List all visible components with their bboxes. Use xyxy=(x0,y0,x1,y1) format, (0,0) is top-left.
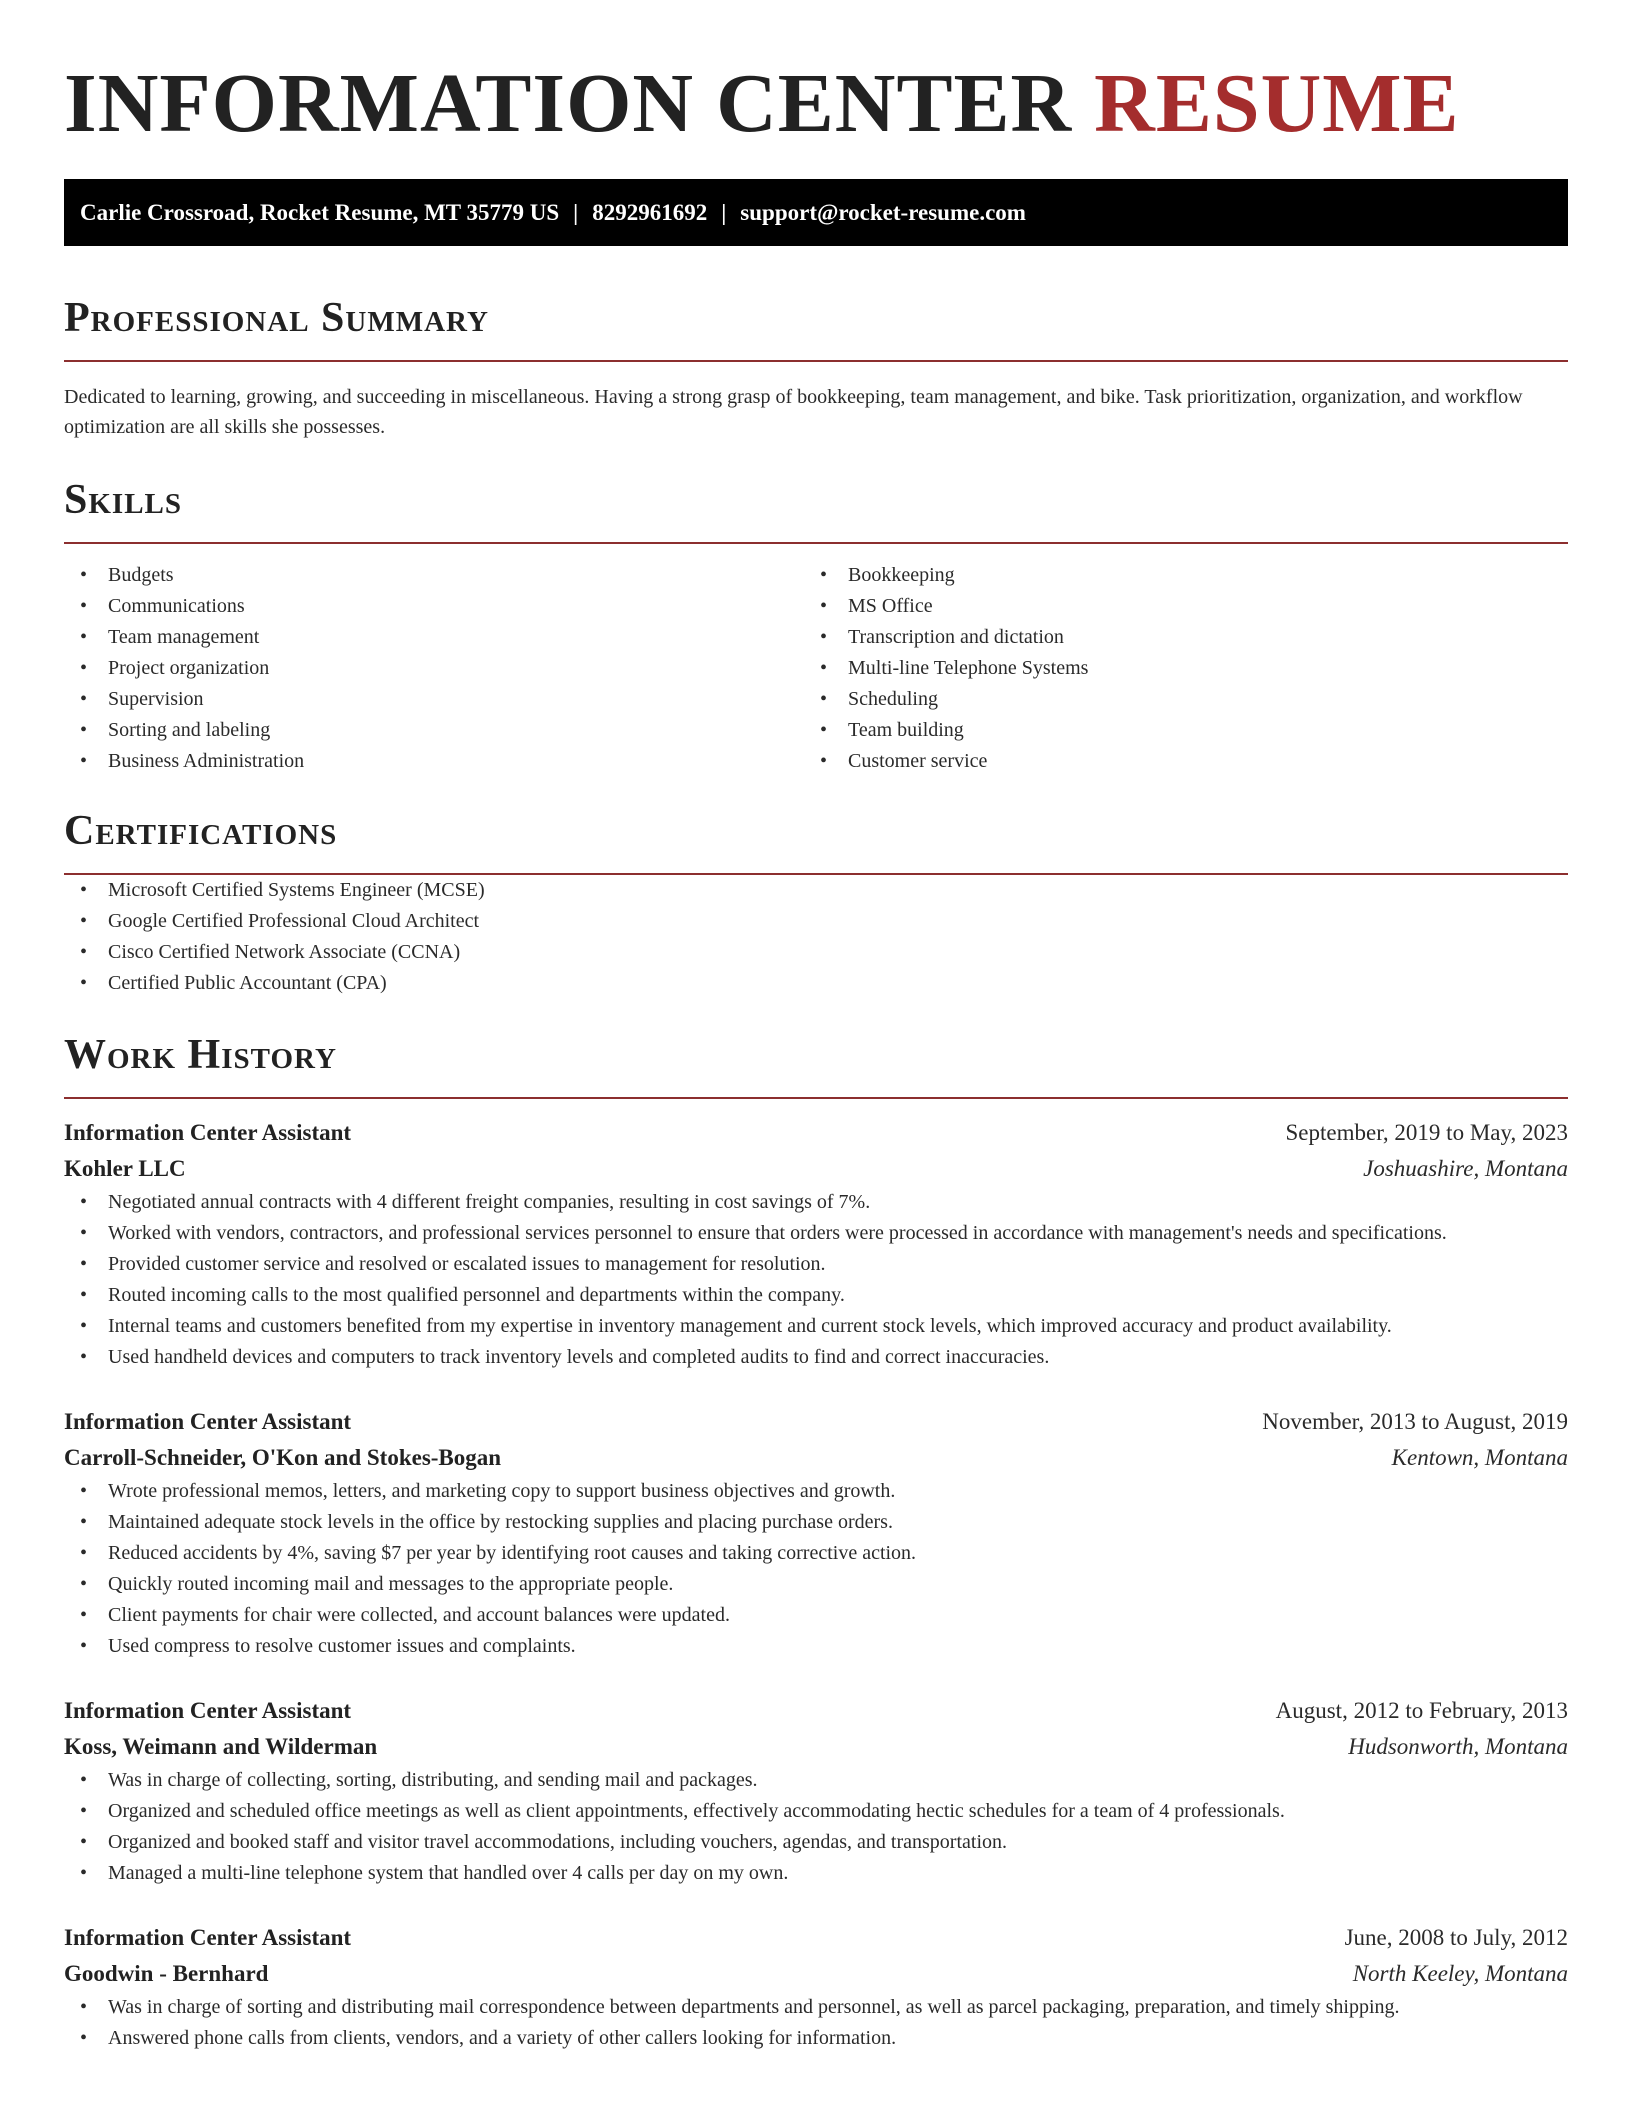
list-item: • Team building xyxy=(804,715,1544,746)
bullet-icon: • xyxy=(80,750,88,772)
bullet-icon: • xyxy=(80,1831,88,1853)
list-item: • Microsoft Certified Systems Engineer (MCSE) xyxy=(64,875,1568,906)
contact-phone: 8292961692 xyxy=(592,200,708,225)
bullet-icon: • xyxy=(820,750,828,772)
list-item: • Multi-line Telephone Systems xyxy=(804,653,1544,684)
list-item: • Certified Public Accountant (CPA) xyxy=(64,968,1568,999)
bullet-icon: • xyxy=(80,941,88,963)
certifications-heading: Certifications xyxy=(64,808,338,854)
section-divider xyxy=(64,1097,1568,1099)
list-item: • Negotiated annual contracts with 4 different freight companies, resulting in cost savings of 7%. xyxy=(64,1187,1568,1218)
job-dates: August, 2012 to February, 2013 xyxy=(1275,1698,1568,1723)
list-item: • Transcription and dictation xyxy=(804,622,1544,653)
job-company: Carroll-Schneider, O'Kon and Stokes-Bogan xyxy=(64,1445,502,1470)
bullet-icon: • xyxy=(80,564,88,586)
section-divider xyxy=(64,542,1568,544)
job-company: Kohler LLC xyxy=(64,1156,186,1181)
job-location: Hudsonworth, Montana xyxy=(1348,1734,1568,1759)
bullet-icon: • xyxy=(80,626,88,648)
list-item: • Used compress to resolve customer issues and complaints. xyxy=(64,1631,1568,1662)
list-item: • MS Office xyxy=(804,591,1544,622)
job-bullets xyxy=(64,1765,1568,1889)
list-item: • Bookkeeping xyxy=(804,560,1544,591)
job-location: Kentown, Montana xyxy=(1391,1445,1568,1470)
list-item: • Sorting and labeling xyxy=(64,715,804,746)
list-item: • Project organization xyxy=(64,653,804,684)
job-location: North Keeley, Montana xyxy=(1352,1961,1568,1986)
list-item: • Used handheld devices and computers to track inventory levels and completed audits to find and correct inaccuracies. xyxy=(64,1342,1568,1373)
job-entry xyxy=(64,1404,1568,1662)
bullet-icon: • xyxy=(80,595,88,617)
bullet-icon: • xyxy=(80,657,88,679)
job-entry xyxy=(64,1693,1568,1889)
list-item: • Communications xyxy=(64,591,804,622)
job-bullets xyxy=(64,1187,1568,1373)
list-item: • Organized and scheduled office meetings as well as client appointments, effectively accommodating hectic schedules for a team of 4 professionals. xyxy=(64,1796,1568,1827)
job-title: Information Center Assistant xyxy=(64,1698,352,1723)
skills-list-right xyxy=(804,560,1544,777)
bullet-icon: • xyxy=(80,910,88,932)
bullet-icon: • xyxy=(80,2027,88,2049)
summary-section xyxy=(64,294,1568,442)
job-company-row xyxy=(64,1440,1568,1476)
job-dates: June, 2008 to July, 2012 xyxy=(1344,1925,1568,1950)
job-bullets xyxy=(64,1992,1568,2054)
bullet-icon: • xyxy=(80,1542,88,1564)
job-company-row xyxy=(64,1956,1568,1992)
job-location: Joshuashire, Montana xyxy=(1363,1156,1568,1181)
title-main: INFORMATION CENTER xyxy=(64,57,1073,150)
bullet-icon: • xyxy=(80,1346,88,1368)
job-title: Information Center Assistant xyxy=(64,1120,352,1145)
bullet-icon: • xyxy=(820,688,828,710)
bullet-icon: • xyxy=(80,972,88,994)
contact-email: support@rocket-resume.com xyxy=(740,200,1026,225)
list-item: • Routed incoming calls to the most qualified personnel and departments within the company. xyxy=(64,1280,1568,1311)
bullet-icon: • xyxy=(80,1573,88,1595)
list-item: • Answered phone calls from clients, vendors, and a variety of other callers looking for information. xyxy=(64,2023,1568,2054)
list-item: • Managed a multi-line telephone system that handled over 4 calls per day on my own. xyxy=(64,1858,1568,1889)
list-item: • Cisco Certified Network Associate (CCNA) xyxy=(64,937,1568,968)
skills-list-left xyxy=(64,560,804,777)
list-item: • Customer service xyxy=(804,746,1544,777)
certifications-section xyxy=(64,807,1568,999)
list-item: • Was in charge of collecting, sorting, distributing, and sending mail and packages. xyxy=(64,1765,1568,1796)
job-company: Goodwin - Bernhard xyxy=(64,1961,269,1986)
bullet-icon: • xyxy=(80,1769,88,1791)
job-header-row xyxy=(64,1115,1568,1151)
job-company: Koss, Weimann and Wilderman xyxy=(64,1734,378,1759)
job-header-row xyxy=(64,1404,1568,1440)
list-item: • Budgets xyxy=(64,560,804,591)
bullet-icon: • xyxy=(80,879,88,901)
job-entry xyxy=(64,1920,1568,2054)
job-company-row xyxy=(64,1151,1568,1187)
bullet-icon: • xyxy=(80,688,88,710)
job-header-row xyxy=(64,1693,1568,1729)
list-item: • Worked with vendors, contractors, and professional services personnel to ensure that orders were processed in accordance with management's needs and specifications. xyxy=(64,1218,1568,1249)
contact-separator: | xyxy=(721,200,727,225)
list-item: • Scheduling xyxy=(804,684,1544,715)
bullet-icon: • xyxy=(80,1996,88,2018)
bullet-icon: • xyxy=(80,1604,88,1626)
certifications-list xyxy=(64,875,1568,999)
job-company-row xyxy=(64,1729,1568,1765)
list-item: • Google Certified Professional Cloud Architect xyxy=(64,906,1568,937)
list-item: • Reduced accidents by 4%, saving $7 per year by identifying root causes and taking corrective action. xyxy=(64,1538,1568,1569)
bullet-icon: • xyxy=(80,1315,88,1337)
bullet-icon: • xyxy=(80,1635,88,1657)
list-item: • Client payments for chair were collected, and account balances were updated. xyxy=(64,1600,1568,1631)
bullet-icon: • xyxy=(80,1222,88,1244)
contact-address: Carlie Crossroad, Rocket Resume, MT 35779 US xyxy=(80,200,560,225)
job-title: Information Center Assistant xyxy=(64,1925,352,1950)
bullet-icon: • xyxy=(80,1800,88,1822)
bullet-icon: • xyxy=(80,1862,88,1884)
job-title: Information Center Assistant xyxy=(64,1409,352,1434)
section-divider xyxy=(64,360,1568,362)
list-item: • Maintained adequate stock levels in the office by restocking supplies and placing purchase orders. xyxy=(64,1507,1568,1538)
bullet-icon: • xyxy=(820,657,828,679)
list-item: • Organized and booked staff and visitor travel accommodations, including vouchers, agendas, and transportation. xyxy=(64,1827,1568,1858)
bullet-icon: • xyxy=(80,1480,88,1502)
list-item: • Internal teams and customers benefited from my expertise in inventory management and current stock levels, which improved accuracy and product availability. xyxy=(64,1311,1568,1342)
contact-bar xyxy=(64,179,1568,246)
list-item: • Team management xyxy=(64,622,804,653)
bullet-icon: • xyxy=(820,564,828,586)
title-accent: RESUME xyxy=(1094,57,1460,150)
bullet-icon: • xyxy=(80,719,88,741)
bullet-icon: • xyxy=(80,1284,88,1306)
list-item: • Wrote professional memos, letters, and marketing copy to support business objectives and growth. xyxy=(64,1476,1568,1507)
job-bullets xyxy=(64,1476,1568,1662)
work-history-section xyxy=(64,1031,1568,2054)
list-item: • Was in charge of sorting and distributing mail correspondence between departments and personnel, as well as parcel packaging, preparation, and timely shipping. xyxy=(64,1992,1568,2023)
skills-grid xyxy=(64,560,1568,777)
bullet-icon: • xyxy=(80,1253,88,1275)
job-entry xyxy=(64,1115,1568,1373)
job-dates: September, 2019 to May, 2023 xyxy=(1285,1120,1568,1145)
summary-text: Dedicated to learning, growing, and succeeding in miscellaneous. Having a strong grasp of bookkeeping, team management, and bike. Task prioritization, organization, and workflow optimization are all skills she possesses. xyxy=(64,386,1523,438)
contact-separator: | xyxy=(573,200,579,225)
bullet-icon: • xyxy=(80,1191,88,1213)
bullet-icon: • xyxy=(80,1511,88,1533)
summary-heading: Professional Summary xyxy=(64,295,489,341)
bullet-icon: • xyxy=(820,719,828,741)
skills-heading: Skills xyxy=(64,477,183,523)
list-item: • Quickly routed incoming mail and messages to the appropriate people. xyxy=(64,1569,1568,1600)
work-history-heading: Work History xyxy=(64,1032,337,1078)
list-item: • Supervision xyxy=(64,684,804,715)
job-dates: November, 2013 to August, 2019 xyxy=(1262,1409,1568,1434)
resume-title xyxy=(64,58,1568,150)
skills-section xyxy=(64,476,1568,777)
job-header-row xyxy=(64,1920,1568,1956)
bullet-icon: • xyxy=(820,626,828,648)
bullet-icon: • xyxy=(820,595,828,617)
list-item: • Business Administration xyxy=(64,746,804,777)
list-item: • Provided customer service and resolved or escalated issues to management for resolution. xyxy=(64,1249,1568,1280)
